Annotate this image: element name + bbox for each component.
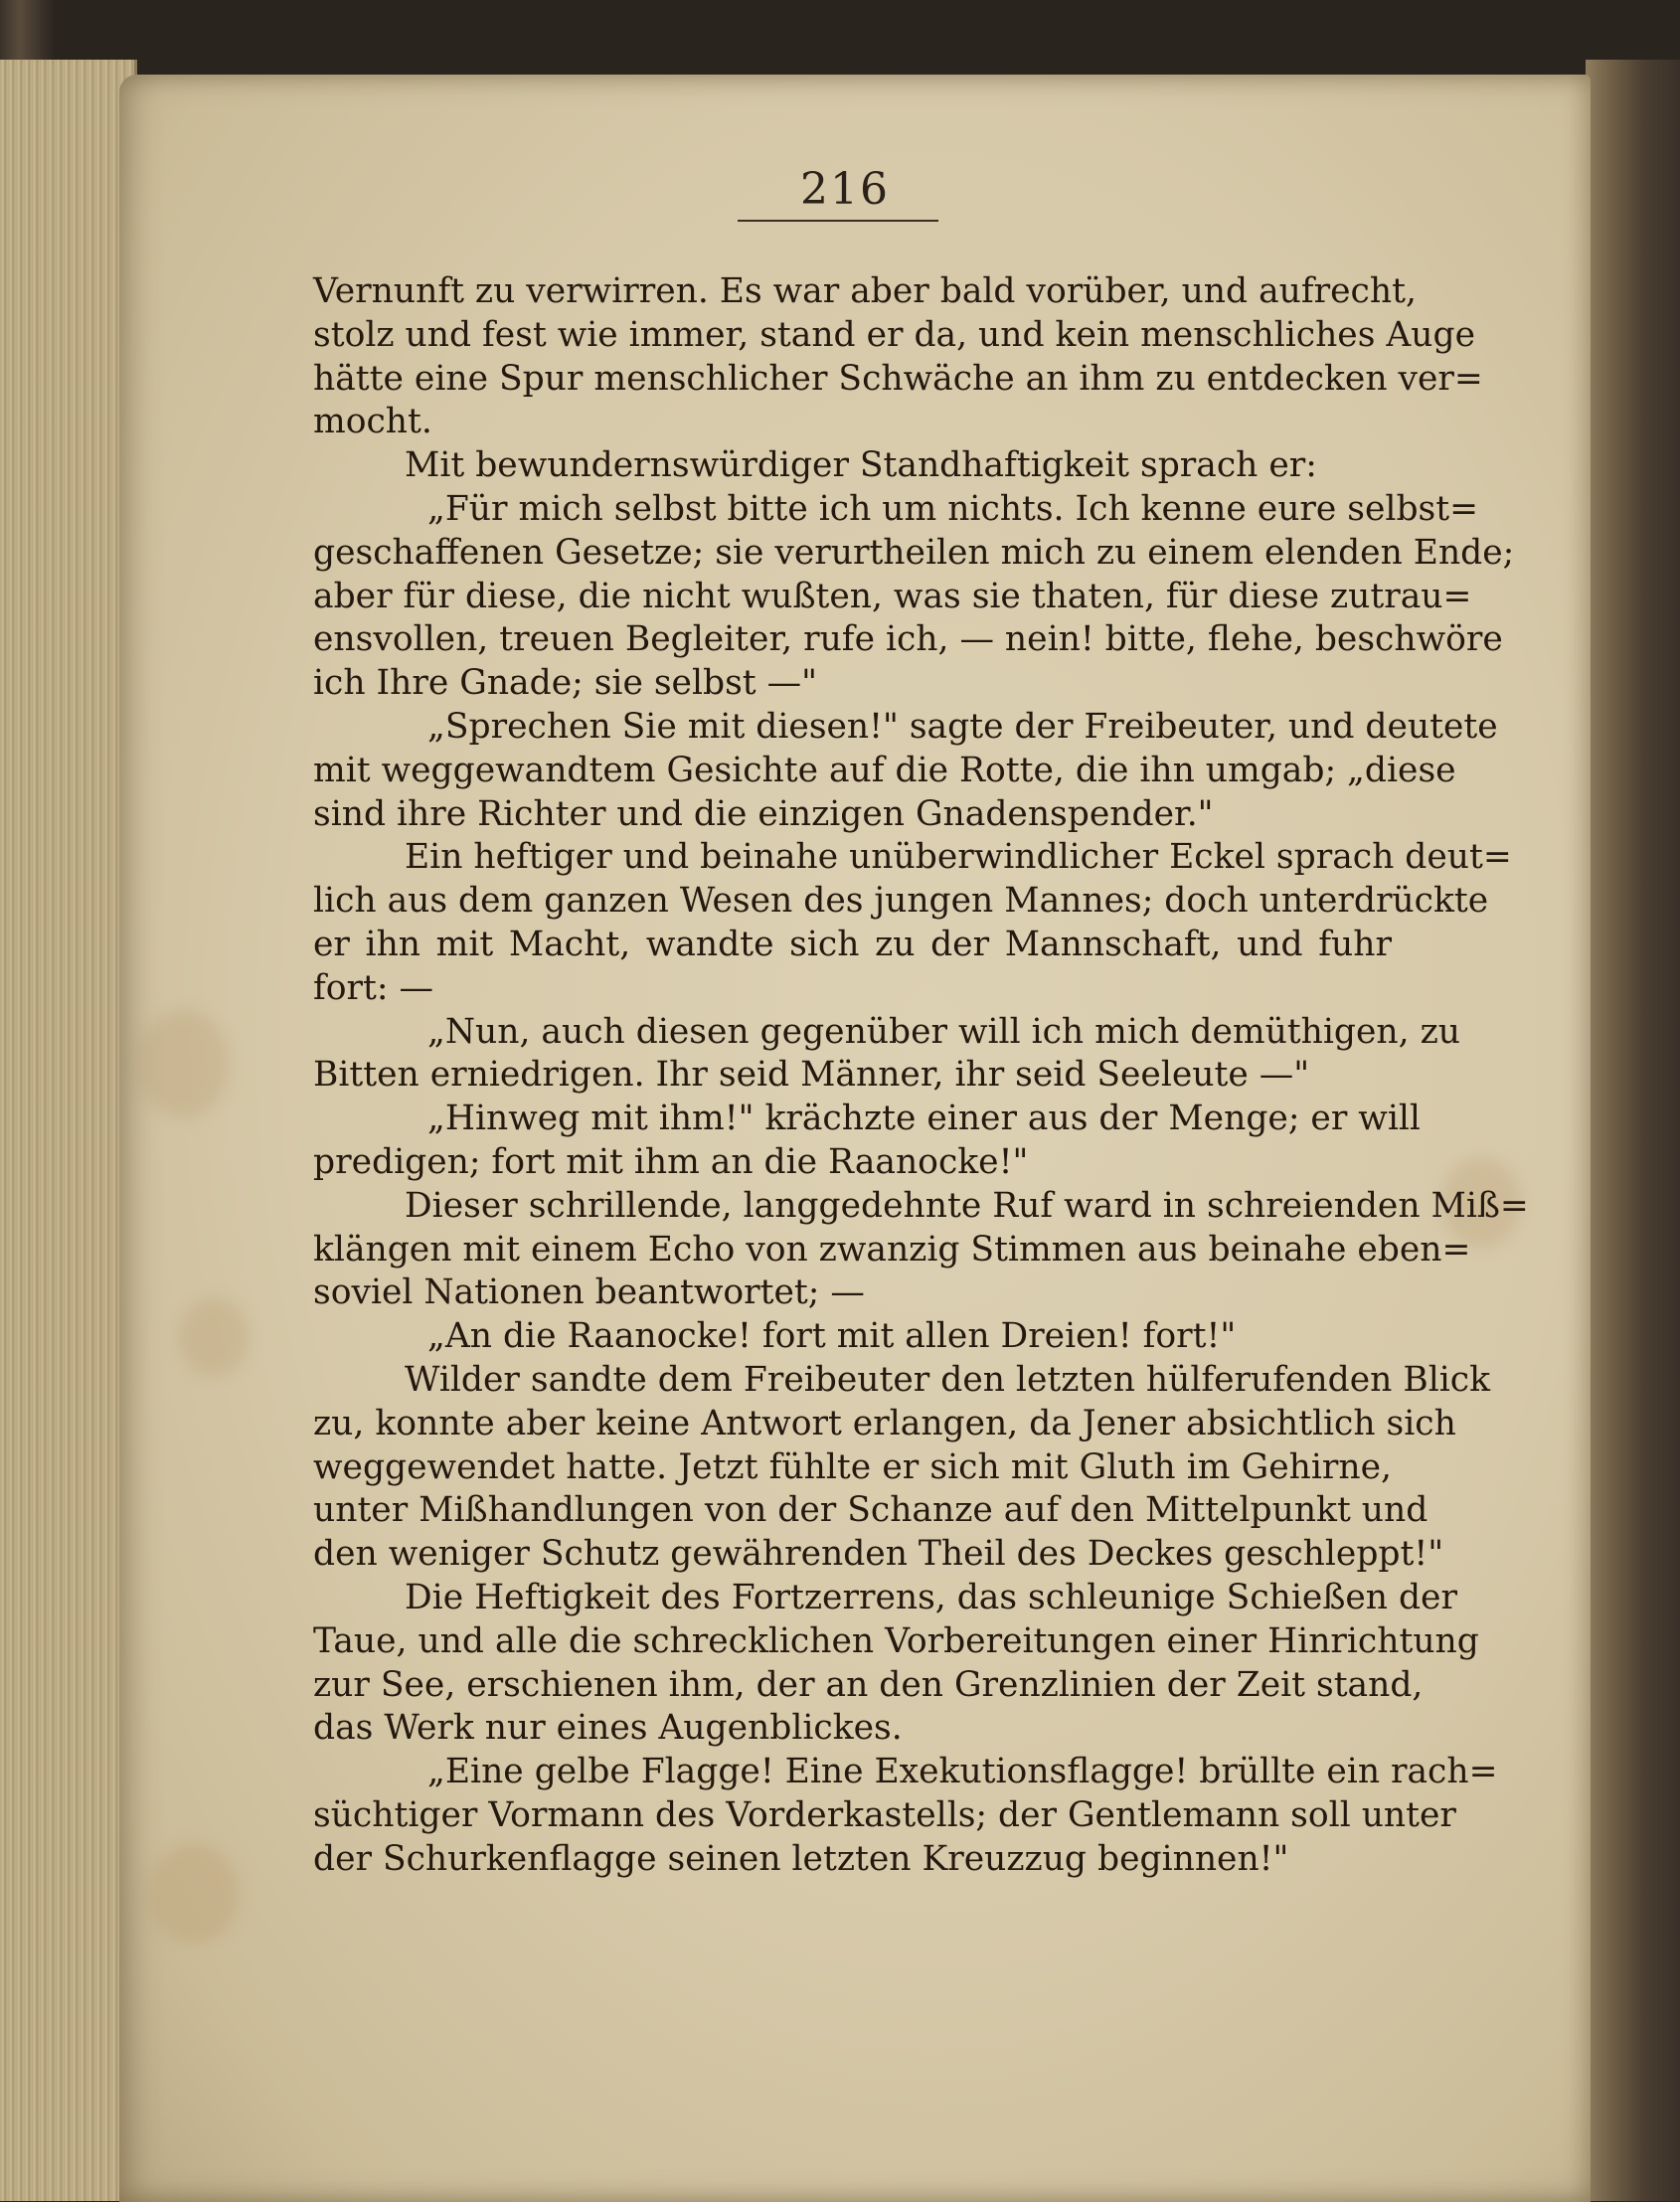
text-line: mit weggewandtem Gesichte auf die Rotte, die ihn umgab; „diese [313,750,1456,790]
text-line: „Eine gelbe Flagge! Eine Exekutionsflagge! brüllte ein rach= [427,1752,1498,1792]
text-line: „An die Raanocke! fort mit allen Dreien! fort!" [427,1316,1237,1357]
text-line: Dieser schrillende, langgedehnte Ruf ward in schreienden Miß= [405,1185,1529,1226]
text-line: „Nun, auch diesen gegenüber will ich mich demüthigen, zu [427,1011,1460,1052]
header-rule [738,220,938,222]
paper-stain [139,1009,229,1118]
text-line: das Werk nur eines Augenblickes. [313,1708,903,1749]
text-line: predigen; fort mit ihm an die Raanocke!" [313,1141,1029,1182]
text-line: klängen mit einem Echo von zwanzig Stimmen aus beinahe eben= [313,1229,1471,1270]
paper-stain [179,1297,249,1377]
text-line: Vernunft zu verwirren. Es war aber bald vorüber, und aufrecht, [313,271,1417,311]
paper-stain [149,1844,239,1944]
text-line: ich Ihre Gnade; sie selbst —" [313,663,817,704]
page-number: 216 [800,164,890,215]
text-line: sind ihre Richter und die einzigen Gnadenspender." [313,793,1214,834]
text-line: unter Mißhandlungen von der Schanze auf den Mittelpunkt und [313,1490,1428,1531]
text-line: Wilder sandte dem Freibeuter den letzten hülferufenden Blick [405,1359,1490,1400]
text-line: Mit bewundernswürdiger Standhaftigkeit sprach er: [405,445,1317,486]
text-line: soviel Nationen beantwortet; — [313,1272,865,1313]
text-line: süchtiger Vormann des Vorderkastells; der Gentlemann soll unter [313,1794,1456,1835]
text-line: „Sprechen Sie mit diesen!" sagte der Freibeuter, und deutete [427,706,1498,747]
text-line: weggewendet hatte. Jetzt fühlte er sich mit Gluth im Gehirne, [313,1446,1392,1487]
text-line: mocht. [313,402,432,442]
text-line: zur See, erschienen ihm, der an den Grenzlinien der Zeit stand, [313,1664,1424,1705]
text-line: stolz und fest wie immer, stand er da, und kein menschliches Auge [313,314,1476,355]
binding-edge [1586,60,1680,2201]
text-line: „Für mich selbst bitte ich um nichts. Ich kenne eure selbst= [427,488,1479,529]
body-text [313,270,1529,1881]
text-line: Ein heftiger und beinahe unüberwindlicher Eckel sprach deut= [405,837,1512,878]
text-line: lich aus dem ganzen Wesen des jungen Mannes; doch unterdrückte [313,881,1489,922]
text-line: hätte eine Spur menschlicher Schwäche an ihm zu entdecken ver= [313,358,1483,399]
text-line: den weniger Schutz gewährenden Theil des Deckes geschleppt!" [313,1534,1444,1575]
text-line: fort: — [313,967,433,1008]
text-line: „Hinweg mit ihm!" krächzte einer aus der Menge; er will [427,1099,1421,1139]
text-line: zu, konnte aber keine Antwort erlangen, da Jener absichtlich sich [313,1403,1456,1443]
text-line: Taue, und alle die schrecklichen Vorbereitungen einer Hinrichtung [313,1620,1479,1661]
text-line: Bitten erniedrigen. Ihr seid Männer, ihr seid Seeleute —" [313,1055,1310,1096]
page-edges [0,60,137,2201]
text-line: er ihn mit Macht, wandte sich zu der Mannschaft, und fuhr [313,924,1392,964]
text-line: der Schurkenflagge seinen letzten Kreuzzug beginnen!" [313,1838,1289,1879]
text-line: Die Heftigkeit des Fortzerrens, das schleunige Schießen der [405,1577,1457,1617]
text-line: ensvollen, treuen Begleiter, rufe ich, — nein! bitte, flehe, beschwöre [313,619,1503,660]
text-line: aber für diese, die nicht wußten, was sie thaten, für diese zutrau= [313,576,1472,616]
text-line: geschaffenen Gesetze; sie verurtheilen mich zu einem elenden Ende; [313,532,1515,573]
